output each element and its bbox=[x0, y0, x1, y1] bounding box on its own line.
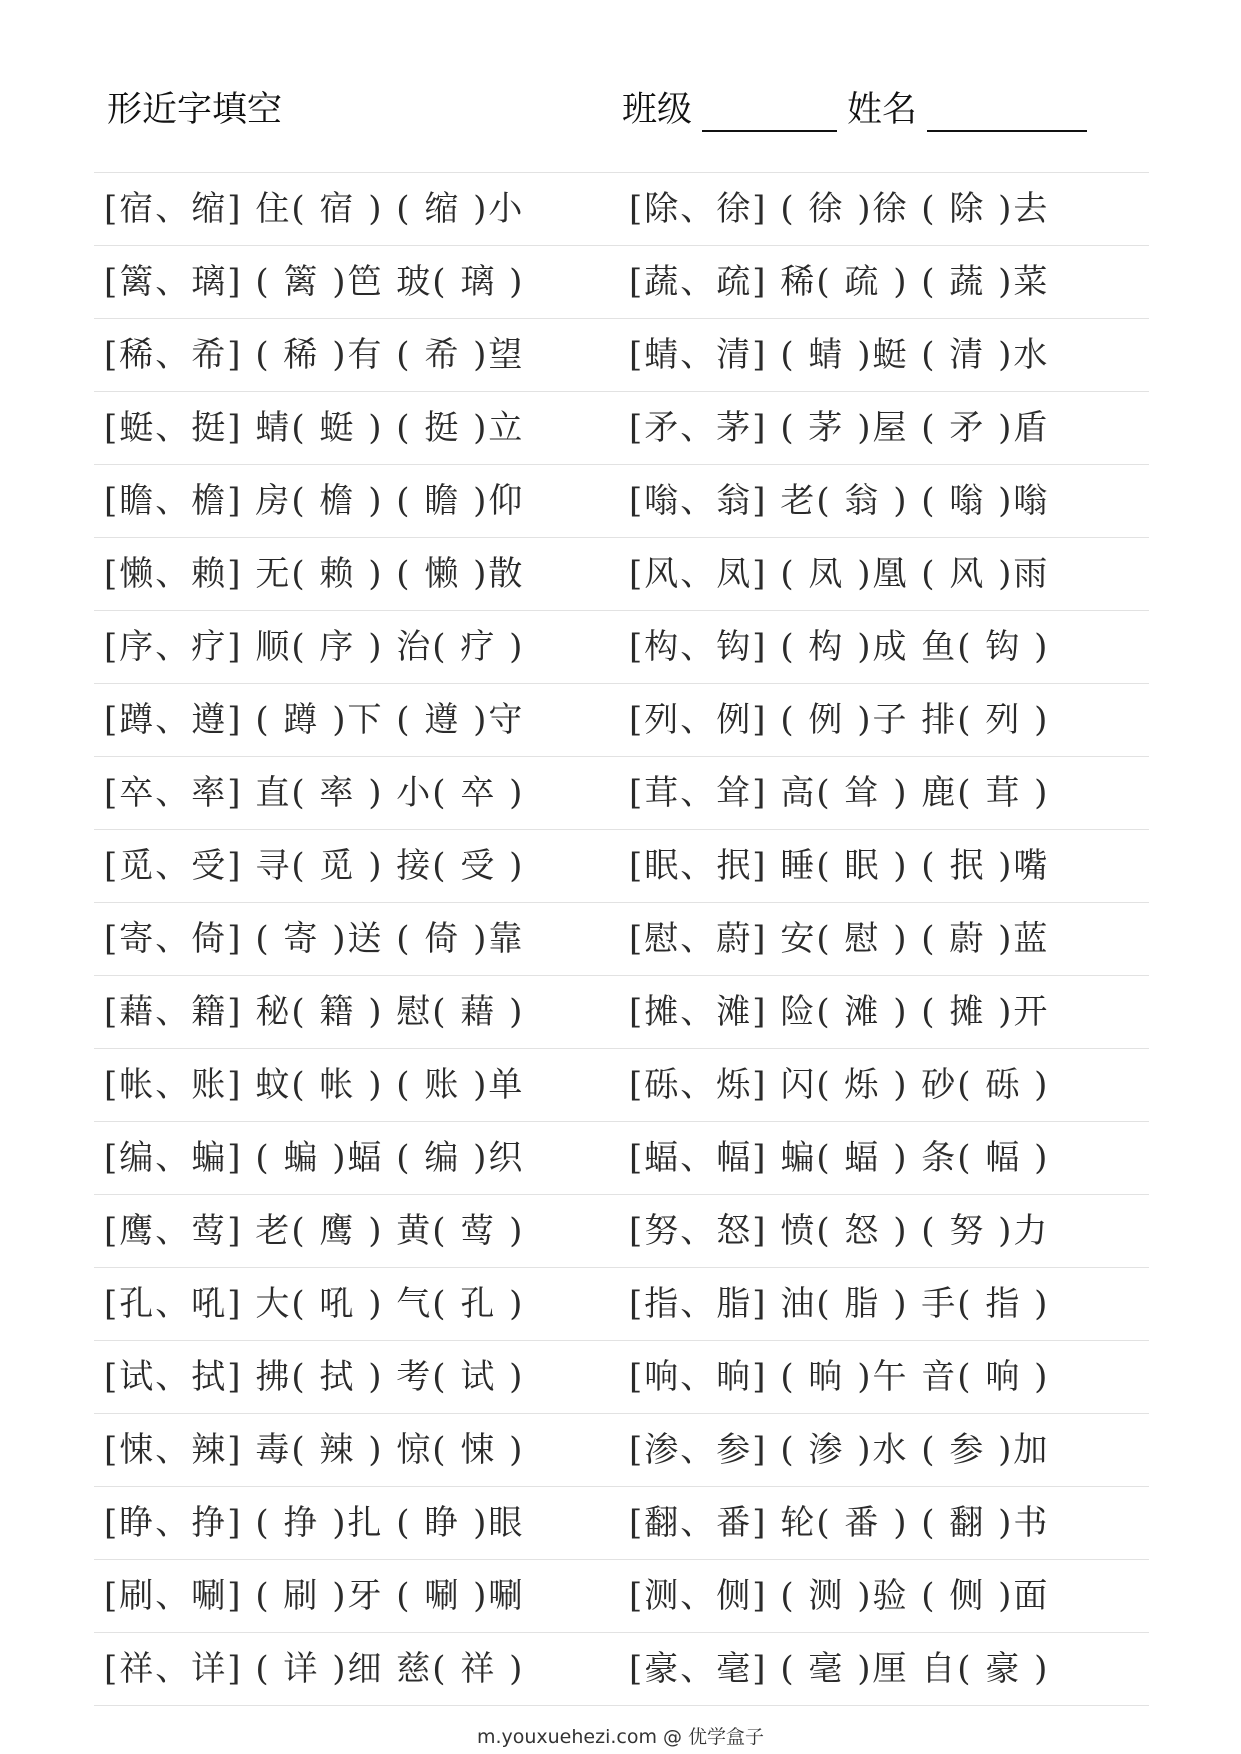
exercise-left: [编、蝙] ( 蝙 )蝠 ( 编 )织 bbox=[104, 1138, 525, 1178]
worksheet-header bbox=[0, 0, 1241, 150]
exercise-left: [蜓、挺] 蜻( 蜓 ) ( 挺 )立 bbox=[104, 408, 525, 448]
exercise-row bbox=[94, 1341, 1149, 1414]
exercise-row bbox=[94, 830, 1149, 903]
exercise-left: [瞻、檐] 房( 檐 ) ( 瞻 )仰 bbox=[104, 481, 525, 521]
exercise-right: [构、钩] ( 构 )成 鱼( 钩 ) bbox=[629, 627, 1050, 667]
exercise-right: [矛、茅] ( 茅 )屋 ( 矛 )盾 bbox=[629, 408, 1050, 448]
exercise-right: [蔬、疏] 稀( 疏 ) ( 蔬 )菜 bbox=[629, 262, 1050, 302]
exercise-right: [摊、滩] 险( 滩 ) ( 摊 )开 bbox=[629, 992, 1050, 1032]
exercise-right: [响、晌] ( 晌 )午 音( 响 ) bbox=[629, 1357, 1050, 1397]
exercise-left: [睁、挣] ( 挣 )扎 ( 睁 )眼 bbox=[104, 1503, 525, 1543]
exercise-row bbox=[94, 1122, 1149, 1195]
exercise-row bbox=[94, 976, 1149, 1049]
class-blank-line[interactable] bbox=[702, 90, 837, 132]
exercise-left: [稀、希] ( 稀 )有 ( 希 )望 bbox=[104, 335, 525, 375]
exercise-right: [指、脂] 油( 脂 ) 手( 指 ) bbox=[629, 1284, 1050, 1324]
page-title: 形近字填空 bbox=[107, 90, 283, 130]
footer-watermark: m.youxuehezi.com @ 优学盒子 bbox=[476, 1726, 765, 1748]
exercise-row bbox=[94, 392, 1149, 465]
exercise-left: [寄、倚] ( 寄 )送 ( 倚 )靠 bbox=[104, 919, 525, 959]
exercise-row bbox=[94, 757, 1149, 830]
exercise-row bbox=[94, 1633, 1149, 1706]
exercise-right: [渗、参] ( 渗 )水 ( 参 )加 bbox=[629, 1430, 1050, 1470]
exercise-left: [蹲、遵] ( 蹲 )下 ( 遵 )守 bbox=[104, 700, 525, 740]
exercise-right: [风、凤] ( 凤 )凰 ( 风 )雨 bbox=[629, 554, 1050, 594]
class-label: 班级 bbox=[622, 90, 693, 130]
exercise-right: [茸、耸] 高( 耸 ) 鹿( 茸 ) bbox=[629, 773, 1050, 813]
exercise-row bbox=[94, 538, 1149, 611]
name-blank-line[interactable] bbox=[927, 90, 1087, 132]
exercise-right: [翻、番] 轮( 番 ) ( 翻 )书 bbox=[629, 1503, 1050, 1543]
exercise-right: [蝠、幅] 蝙( 蝠 ) 条( 幅 ) bbox=[629, 1138, 1050, 1178]
exercise-left: [刷、唰] ( 刷 )牙 ( 唰 )唰 bbox=[104, 1576, 525, 1616]
exercise-left: [试、拭] 拂( 拭 ) 考( 试 ) bbox=[104, 1357, 525, 1397]
exercise-left: [懒、赖] 无( 赖 ) ( 懒 )散 bbox=[104, 554, 525, 594]
exercise-rows bbox=[94, 172, 1149, 1706]
exercise-left: [宿、缩] 住( 宿 ) ( 缩 )小 bbox=[104, 189, 525, 229]
exercise-row bbox=[94, 1049, 1149, 1122]
student-info-fields bbox=[622, 82, 1097, 132]
exercise-right: [努、怒] 愤( 怒 ) ( 努 )力 bbox=[629, 1211, 1050, 1251]
exercise-row bbox=[94, 319, 1149, 392]
exercise-row bbox=[94, 246, 1149, 319]
name-label: 姓名 bbox=[847, 90, 918, 130]
exercise-left: [卒、率] 直( 率 ) 小( 卒 ) bbox=[104, 773, 525, 813]
exercise-row bbox=[94, 1195, 1149, 1268]
exercise-right: [豪、毫] ( 毫 )厘 自( 豪 ) bbox=[629, 1649, 1050, 1689]
exercise-left: [悚、辣] 毒( 辣 ) 惊( 悚 ) bbox=[104, 1430, 525, 1470]
exercise-left: [篱、璃] ( 篱 )笆 玻( 璃 ) bbox=[104, 262, 525, 302]
exercise-row bbox=[94, 173, 1149, 246]
exercise-left: [孔、吼] 大( 吼 ) 气( 孔 ) bbox=[104, 1284, 525, 1324]
exercise-left: [祥、详] ( 详 )细 慈( 祥 ) bbox=[104, 1649, 525, 1689]
exercise-right: [砾、烁] 闪( 烁 ) 砂( 砾 ) bbox=[629, 1065, 1050, 1105]
exercise-left: [藉、籍] 秘( 籍 ) 慰( 藉 ) bbox=[104, 992, 525, 1032]
exercise-right: [除、徐] ( 徐 )徐 ( 除 )去 bbox=[629, 189, 1050, 229]
exercise-row bbox=[94, 465, 1149, 538]
exercise-right: [嗡、翁] 老( 翁 ) ( 嗡 )嗡 bbox=[629, 481, 1050, 521]
exercise-left: [序、疗] 顺( 序 ) 治( 疗 ) bbox=[104, 627, 525, 667]
exercise-right: [慰、蔚] 安( 慰 ) ( 蔚 )蓝 bbox=[629, 919, 1050, 959]
exercise-left: [觅、受] 寻( 觅 ) 接( 受 ) bbox=[104, 846, 525, 886]
exercise-right: [眠、抿] 睡( 眠 ) ( 抿 )嘴 bbox=[629, 846, 1050, 886]
exercise-left: [鹰、莺] 老( 鹰 ) 黄( 莺 ) bbox=[104, 1211, 525, 1251]
exercise-right: [蜻、清] ( 蜻 )蜓 ( 清 )水 bbox=[629, 335, 1050, 375]
exercise-left: [帐、账] 蚊( 帐 ) ( 账 )单 bbox=[104, 1065, 525, 1105]
exercise-right: [列、例] ( 例 )子 排( 列 ) bbox=[629, 700, 1050, 740]
exercise-right: [测、侧] ( 测 )验 ( 侧 )面 bbox=[629, 1576, 1050, 1616]
exercise-row bbox=[94, 1268, 1149, 1341]
exercise-row bbox=[94, 903, 1149, 976]
exercise-row bbox=[94, 684, 1149, 757]
exercise-row bbox=[94, 1560, 1149, 1633]
exercise-row bbox=[94, 1414, 1149, 1487]
exercise-row bbox=[94, 1487, 1149, 1560]
exercise-row bbox=[94, 611, 1149, 684]
